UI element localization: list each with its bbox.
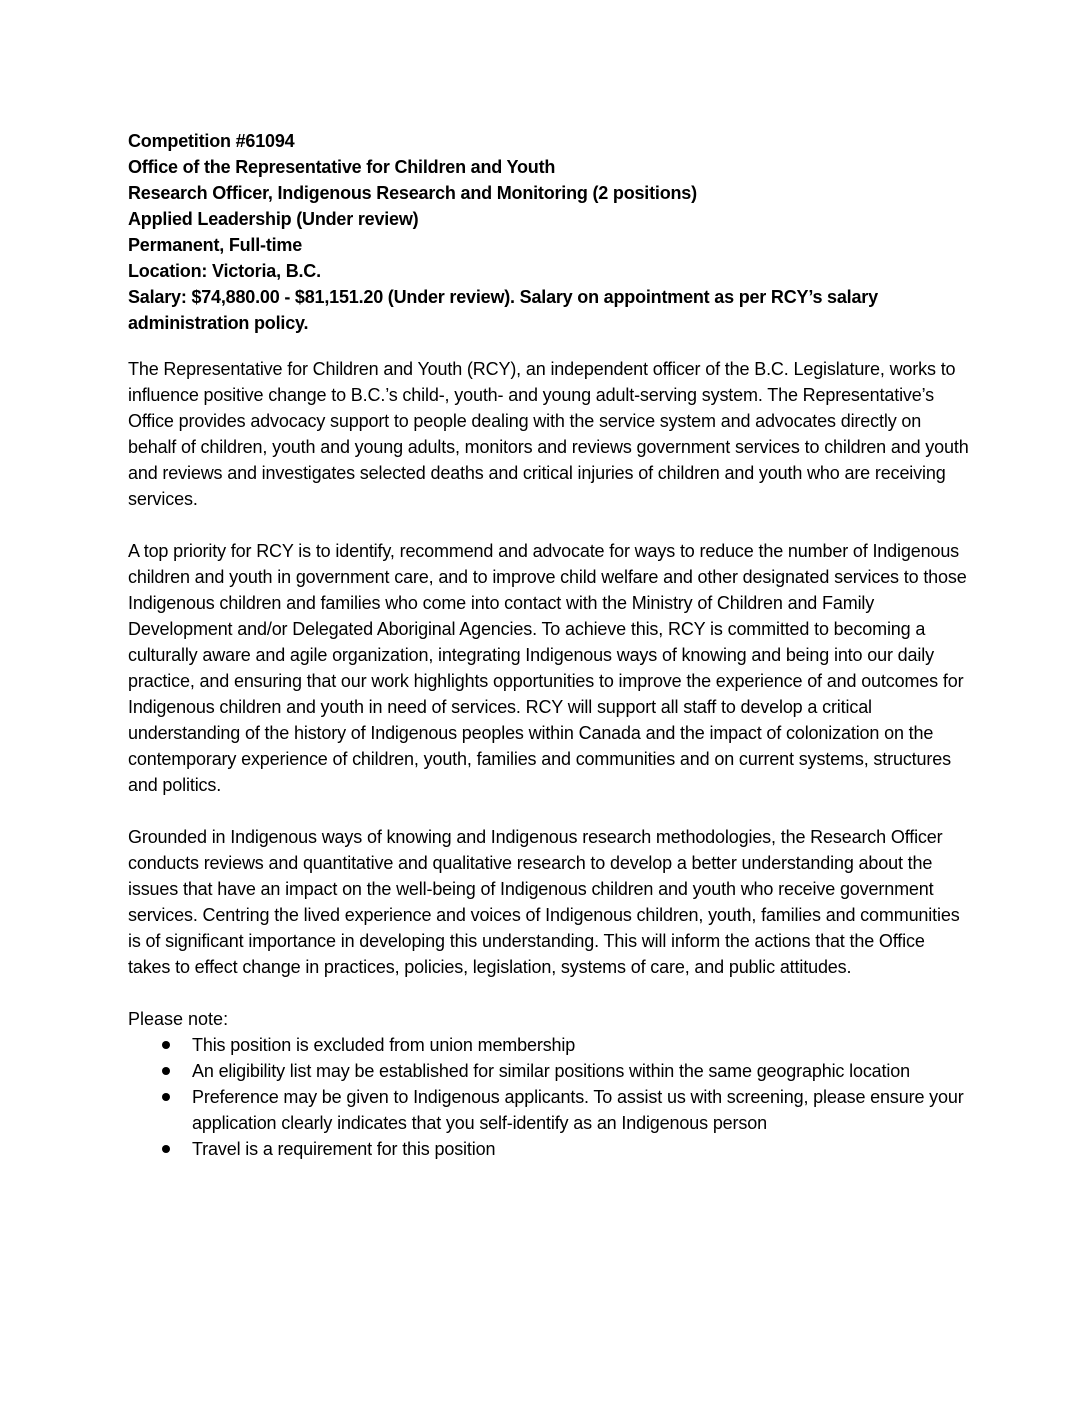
notes-list [128,1032,970,1162]
paragraph-about-rcy: The Representative for Children and Youth (RCY), an independent officer of the B.C. Legislature, works to influence positive change to B.C.’s child-, youth- and young adult-serving system. The Representative’s Office provides advocacy support to people dealing with the service system and advocates directly on behalf of children, youth and young adults, monitors and reviews government services to children and youth and reviews and investigates selected deaths and critical injuries of children and youth who are receiving services. [128,359,969,509]
position-title: Research Officer, Indigenous Research and Monitoring (2 positions) [128,183,697,203]
document-page [128,128,970,1162]
classification: Applied Leadership (Under review) [128,209,419,229]
note-text: An eligibility list may be established for similar positions within the same geographic location [192,1061,910,1081]
list-item [128,1084,970,1136]
list-item [128,1136,970,1162]
posting-header [128,128,970,336]
competition-number: Competition #61094 [128,131,295,151]
bullet-icon [162,1093,170,1101]
salary: Salary: $74,880.00 - $81,151.20 (Under review). Salary on appointment as per RCY’s salary administration policy. [128,287,878,333]
paragraph-priority: A top priority for RCY is to identify, recommend and advocate for ways to reduce the number of Indigenous children and youth in government care, and to improve child welfare and other designated services to those Indigenous children and families who come into contact with the Ministry of Children and Family Development and/or Delegated Aboriginal Agencies. To achieve this, RCY is committed to becoming a culturally aware and agile organization, integrating Indigenous ways of knowing and being into our daily practice, and ensuring that our work highlights opportunities to improve the experience of and outcomes for Indigenous children and youth in need of services. RCY will support all staff to develop a critical understanding of the history of Indigenous peoples within Canada and the impact of colonization on the contemporary experience of children, youth, families and communities and on current systems, structures and politics. [128,541,967,795]
note-text: This position is excluded from union membership [192,1035,576,1055]
bullet-icon [162,1067,170,1075]
notes-label: Please note: [128,1009,229,1029]
bullet-icon [162,1145,170,1153]
paragraph-role: Grounded in Indigenous ways of knowing and Indigenous research methodologies, the Research Officer conducts reviews and quantitative and qualitative research to develop a better understanding about the issues that have an impact on the well-being of Indigenous children and youth who receive government services. Centring the lived experience and voices of Indigenous children, youth, families and communities is of significant importance in developing this understanding. This will inform the actions that the Office takes to effect change in practices, policies, legislation, systems of care, and public attitudes. [128,827,960,977]
bullet-icon [162,1041,170,1049]
note-text: Travel is a requirement for this position [192,1139,496,1159]
office-name: Office of the Representative for Children and Youth [128,157,556,177]
list-item [128,1032,970,1058]
list-item [128,1058,970,1084]
note-text: Preference may be given to Indigenous applicants. To assist us with screening, please ensure your application clearly indicates that you self-identify as an Indigenous person [192,1087,964,1133]
location: Location: Victoria, B.C. [128,261,321,281]
employment-type: Permanent, Full-time [128,235,303,255]
